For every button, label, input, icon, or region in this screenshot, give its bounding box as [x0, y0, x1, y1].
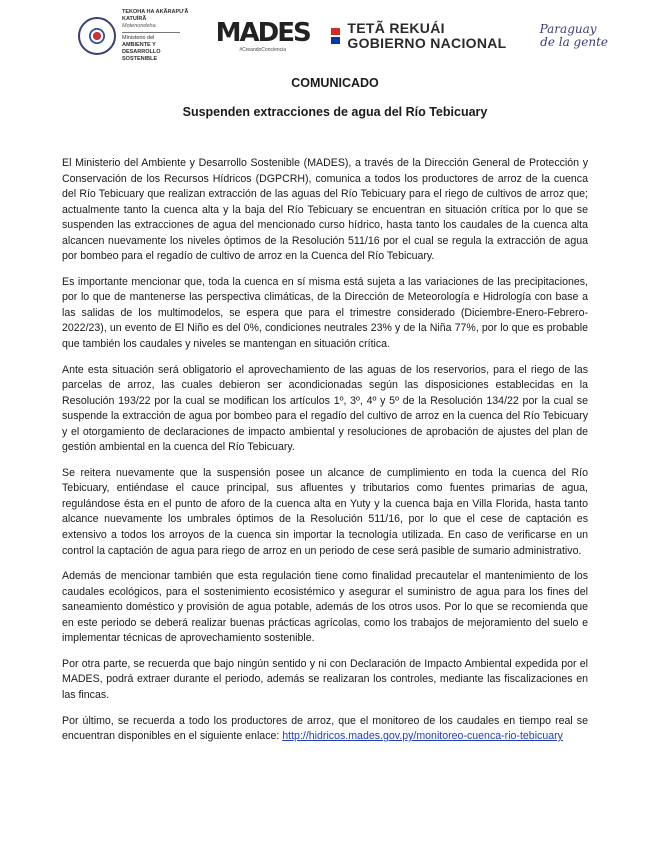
paragraph: Se reitera nuevamente que la suspensión posee un alcance de cumplimiento en toda la cuenca del Río Tebicuary, entiéndase el cauce principal, sus afluentes y tributarios como fuentes primarias de agua, regulándose ésta en el punto de aforo de la cuenca alta en Yuty y la cuenca baja en Villa Florida, hasta tanto alcance nuevamente los umbrales óptimos de la Resolución 511/16, por lo que el cese de captación es extensivo a todos los arroyos de la cuenca sin importar la tecnología utilizada. En caso de verificarse en un control la captación de agua para riego de arroz en un periodo de cese será pasible de sumario administrativo.: [62, 466, 588, 557]
government-logo: [331, 21, 506, 51]
document-header: [78, 10, 608, 62]
document-body: [62, 156, 588, 755]
paragraph: Por otra parte, se recuerda que bajo ningún sentido y ni con Declaración de Impacto Ambiental expedida por el MADES, podrá extraer durante el periodo, además se realizaran los controles, mediante las fiscalizaciones en las fincas.: [62, 657, 588, 701]
mades-tagline: #CreandoConciencia: [239, 46, 287, 53]
ministry-spanish-line3: SOSTENIBLE: [122, 56, 158, 62]
paragraph: Es importante mencionar que, toda la cuenca en sí misma está sujeta a las variaciones de las precipitaciones, por lo que de mantenerse las perspectiva climáticas, de la Dirección de Meteorología e Hidrología con base a las salidas de los multimodelos, se espera que para el trimestre considerado (Diciembre-Enero-Febrero-2022/23), un evento de El Niño es del 0%, condiciones neutrales 23% y de la Niña 77%, por lo que es probable que también los caudales y niveles se mantengan en situación crítica.: [62, 275, 588, 351]
flag-blue-bar: [331, 37, 340, 44]
ministry-divider: [122, 32, 180, 33]
monitoring-link[interactable]: http://hidricos.mades.gov.py/monitoreo-cuenca-rio-tebicuary: [282, 730, 563, 743]
paragraph: Ante esta situación será obligatorio el aprovechamiento de las aguas de los reservorios, para el riego de las parcelas de arroz, las cuales debieron ser acondicionadas según las disposiciones establecidas en la Resolución 193/22 por la cual se modifican los artículos 1º, 3º, 4º y 5º de la Resolución 134/22 por la cual se suspende la extracción de agua por bombeo para el regadío del cultivo de arroz en la cuenca del Río Tebicuary y el otorgamiento de declaraciones de impacto ambiental y resoluciones de aprobación de ajustes del plan de gestión ambiental en la cuenca del Río Tebicuary.: [62, 363, 588, 454]
mades-wordmark: MADES: [215, 17, 310, 48]
flag-icon: [331, 28, 340, 44]
national-seal-icon: [78, 17, 116, 55]
flag-red-bar: [331, 28, 340, 35]
mades-logo: [215, 17, 310, 53]
closing-text: Por último, se recuerda a todo los productores de arroz, que el monitoreo de los caudales en tiempo real se encuentran disponibles en el siguiente enlace:: [62, 714, 588, 743]
slogan-line2: de la gente: [540, 35, 608, 49]
ministry-logo: [78, 9, 194, 63]
ministry-name: [122, 9, 194, 63]
ministry-spanish-line1: Ministerio del: [122, 35, 155, 41]
closing-paragraph: [62, 714, 588, 745]
ministry-guarani-subtitle: Motenondeha: [122, 23, 156, 29]
document-label: COMUNICADO: [291, 76, 379, 90]
paraguay-slogan-logo: [528, 23, 608, 49]
ministry-guarani-name: TEKOHA HA AKÃRAPU'Ã KATUÍRÃ: [122, 9, 189, 22]
document-title: Suspenden extracciones de agua del Río Tebicuary: [182, 105, 488, 119]
slogan-line1: Paraguay: [539, 22, 597, 36]
government-spanish-name: GOBIERNO NACIONAL: [347, 35, 507, 51]
government-name: [347, 21, 506, 51]
government-guarani-name: TETÃ REKUÁI: [347, 20, 445, 36]
ministry-spanish-line2: AMBIENTE Y DESARROLLO: [122, 42, 161, 55]
paragraph: El Ministerio del Ambiente y Desarrollo Sostenible (MADES), a través de la Dirección General de Protección y Conservación de los Recursos Hídricos (DGPCRH), comunica a todos los productores de arroz de la cuenca del Río Tebicuary que realizan extracción de las aguas del Río Tebicuary para el riego de cultivos de arroz que; actualmente tanto la cuenca alta y la baja del Río Tebicuary se encuentran en situación crítica por lo que se suspenden las extracciones de agua del mencionado curso hídrico, hasta tanto los caudales de la cuenca alta alcancen nuevamente los niveles óptimos de la Resolución 511/16 por el cual se regula la extracción de agua por bombeo para el regadío de cultivo de arroz en la Cuenca del Río Tebicuary.: [62, 157, 588, 263]
paragraph: Además de mencionar también que esta regulación tiene como finalidad precautelar el mantenimiento de los caudales ecológicos, para el sostenimiento ecosistémico y asegurar el suministro de agua para los fines del saneamiento doméstico y provisión de agua potable, además de los otros usos. Por lo que se recomienda que en este periodo se deberá realizar buenas prácticas agrícolas, como los trabajos de mejoramiento del suelo e implementar técnicas de aprovechamiento sostenible.: [62, 570, 588, 645]
